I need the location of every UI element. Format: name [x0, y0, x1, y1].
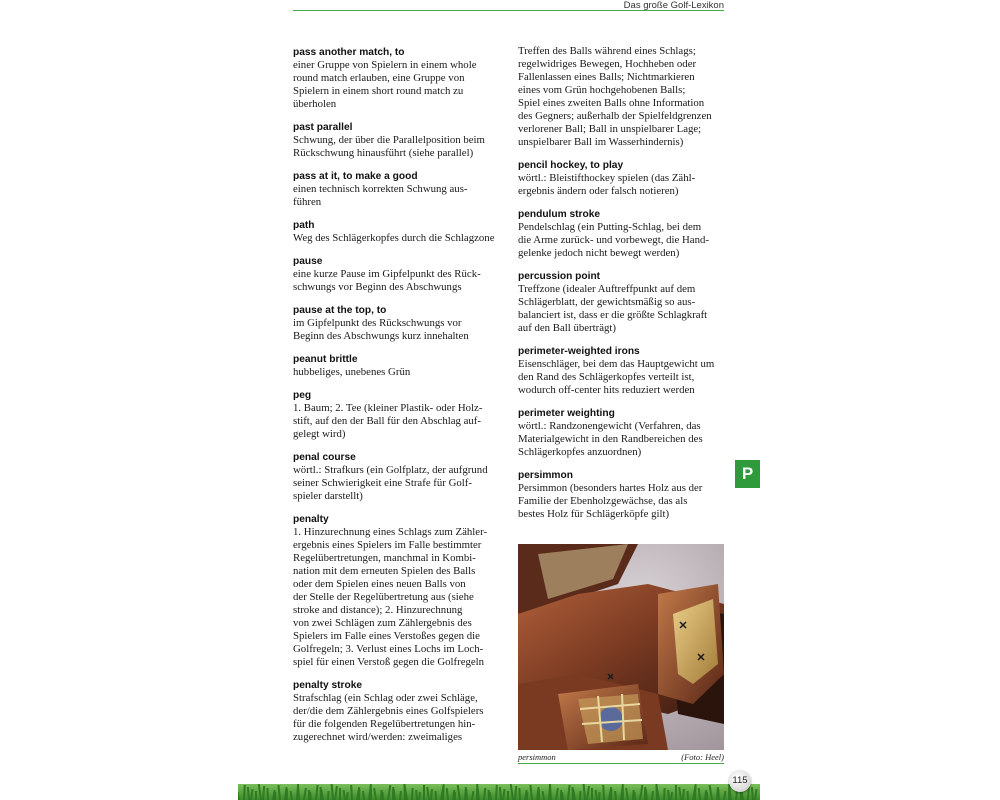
- definition-line: von zwei Schlägen zum Zählergebnis des: [293, 617, 472, 629]
- grass-blade: [471, 791, 474, 800]
- grass-blade: [274, 792, 276, 800]
- grass-blade: [507, 791, 509, 800]
- grass-blade: [411, 788, 414, 800]
- definition-line: Eisenschläger, bei dem das Hauptgewicht um: [518, 358, 715, 370]
- definition-line: Rückschwung hinausführt (siehe parallel): [293, 147, 474, 159]
- grass-blade: [754, 789, 758, 800]
- entry-term: peanut brittle: [293, 354, 358, 365]
- page-number-ball: 115: [729, 770, 751, 792]
- definition-line: der Stelle der Regelübertretung aus (siehe: [293, 591, 474, 603]
- section-letter-tab: P: [735, 460, 760, 488]
- entry-term: persimmon: [518, 470, 573, 481]
- definition-line: verlorener Ball; Ball in unspielbarer Lage;: [518, 123, 702, 135]
- definition-line: Treffzone (idealer Auftreffpunkt auf dem: [518, 283, 696, 295]
- grass-blade: [723, 791, 726, 800]
- grass-blade: [430, 789, 433, 800]
- definition-line: Schlägerkopfes anzuordnen): [518, 446, 642, 458]
- definition-line: Regelübertretungen, manchmal in Kombi-: [293, 552, 476, 564]
- definition-line: Schlägerblatt, der gewichtsmäßig so aus-: [518, 296, 696, 308]
- definition-line: hubbeliges, unebenes Grün: [293, 366, 411, 378]
- entry-definition: [518, 420, 728, 459]
- grass-blade: [442, 786, 444, 800]
- entry-term: pencil hockey, to play: [518, 160, 624, 171]
- grass-blade: [465, 789, 468, 800]
- glossary-entry: [293, 121, 503, 160]
- grass-blade: [579, 791, 581, 800]
- grass-blade: [694, 786, 696, 800]
- grass-blade: [393, 789, 396, 800]
- grass-blade: [698, 788, 701, 800]
- definition-line: Spielers im Falle eines Verstoßes gegen die: [293, 630, 480, 642]
- definition-line: round match erlauben, eine Gruppe von: [293, 72, 465, 84]
- definition-line: des Gegners; außerhalb der Spielfeldgrenzen: [518, 110, 712, 122]
- entry-definition: [293, 317, 503, 343]
- definition-line: Golfregeln; 3. Verlust eines Lochs im Loch-: [293, 643, 484, 655]
- entry-term: penalty: [293, 514, 329, 525]
- definition-line: Fallenlassen eines Balls; Nichtmarkieren: [518, 71, 695, 83]
- grass-blade: [633, 792, 636, 800]
- definition-line: spiel für einen Verstoß gegen die Golfregeln: [293, 656, 485, 668]
- entry-definition: [518, 221, 728, 260]
- grass-blade: [555, 788, 559, 800]
- entry-term: path: [293, 220, 315, 231]
- entry-definition: [518, 358, 728, 397]
- grass-blade: [651, 791, 654, 800]
- grass-blade: [518, 788, 521, 800]
- definition-line: spieler darstellt): [293, 490, 363, 502]
- grass-blade: [529, 785, 533, 800]
- entry-definition: [518, 172, 728, 198]
- grass-footer: [238, 784, 760, 800]
- grass-blade: [358, 789, 360, 800]
- definition-line: Spielern in einem short round match zu: [293, 85, 464, 97]
- definition-line: balanciert ist, dass er die größte Schlagkraft: [518, 309, 708, 321]
- glossary-entry: [518, 159, 728, 198]
- definition-line: eines vom Grün hochgehobenen Balls;: [518, 84, 686, 96]
- entry-term: pass another match, to: [293, 47, 405, 58]
- definition-line: Familie der Ebenholzgewächse, das als: [518, 495, 688, 507]
- grass-blade: [266, 788, 269, 800]
- glossary-entry: [518, 45, 728, 149]
- grass-blade: [381, 792, 384, 800]
- entry-term: penalty stroke: [293, 680, 363, 691]
- grass-blade: [502, 789, 506, 800]
- grass-blade: [435, 791, 437, 800]
- grass-blade: [709, 785, 713, 800]
- definition-line: die Arme zurück- und vorbewegt, die Hand-: [518, 234, 709, 246]
- grass-blade: [561, 792, 564, 800]
- grass-blade: [373, 788, 377, 800]
- glossary-entry: [293, 304, 503, 343]
- entry-definition: [518, 482, 728, 521]
- grass-blade: [454, 792, 456, 800]
- grass-blade: [303, 788, 307, 800]
- definition-line: einer Gruppe von Spielern in einem whole: [293, 59, 477, 71]
- definition-line: zugerechnet wird/werden: zweimaliges: [293, 731, 463, 743]
- grass-blade: [238, 792, 240, 800]
- definition-line: führen: [293, 196, 322, 208]
- entry-term: pendulum stroke: [518, 209, 601, 220]
- grass-blade: [591, 788, 593, 800]
- definition-line: regelwidriges Bewegen, Hochheben oder: [518, 58, 697, 70]
- grass-blade: [350, 785, 353, 800]
- definition-line: 1. Hinzurechnung eines Schlags zum Zähler-: [293, 526, 488, 538]
- grass-blade: [675, 785, 677, 800]
- grass-blade: [457, 785, 461, 800]
- grass-blade: [250, 789, 254, 800]
- definition-line: den Rand des Schlägerkopfes verteilt ist,: [518, 371, 695, 383]
- entry-term: pause at the top, to: [293, 305, 387, 316]
- grass-blade: [243, 785, 246, 800]
- definition-line: unspielbarer Ball im Wasserhindernis): [518, 136, 684, 148]
- grass-blade: [614, 791, 617, 800]
- definition-line: Pendelschlag (ein Putting-Schlag, bei dem: [518, 221, 702, 233]
- grass-blade: [586, 786, 590, 800]
- definition-line: ergebnis eines Spielers im Falle bestimmter: [293, 539, 482, 551]
- grass-blade: [495, 785, 498, 800]
- grass-blade: [706, 792, 708, 800]
- grass-blade: [483, 788, 486, 800]
- definition-line: Strafschlag (ein Schlag oder zwei Schläge,: [293, 692, 478, 704]
- grass-blade: [514, 786, 517, 800]
- grass-blade: [262, 786, 265, 800]
- entry-term: peg: [293, 390, 312, 401]
- right-column: [518, 46, 728, 531]
- grass-blade: [346, 792, 349, 800]
- glossary-entry: [293, 219, 503, 245]
- glossary-entry: [518, 407, 728, 459]
- definition-line: wörtl.: Strafkurs (ein Golfplatz, der aufgrund: [293, 464, 488, 476]
- grass-blade: [418, 792, 421, 800]
- glossary-entry: [518, 208, 728, 260]
- definition-line: bestes Holz für Schlägerköpfe gilt): [518, 508, 670, 520]
- definition-line: wörtl.: Randzonengewicht (Verfahren, das: [518, 420, 701, 432]
- grass-blade: [489, 792, 492, 800]
- grass-blade: [286, 789, 288, 800]
- grass-blade: [741, 792, 744, 800]
- caption-credit: (Foto: Heel): [681, 752, 724, 762]
- entry-definition: [293, 268, 503, 294]
- entry-definition: [293, 366, 503, 379]
- entry-term: pause: [293, 256, 323, 267]
- grass-blade: [687, 791, 689, 800]
- grass-blade: [682, 789, 685, 800]
- definition-line: Weg des Schlägerkopfes durch die Schlagzone: [293, 232, 495, 244]
- entry-definition: [518, 45, 728, 149]
- definition-line: im Gipfelpunkt des Rückschwungs vor: [293, 317, 462, 329]
- definition-line: Schwung, der über die Parallelposition beim: [293, 134, 485, 146]
- definition-line: oder dem Spielen eines neuen Balls von: [293, 578, 466, 590]
- grass-blade: [549, 786, 552, 800]
- grass-blade: [399, 791, 402, 800]
- glossary-entry: [293, 451, 503, 503]
- definition-line: gelegt wird): [293, 428, 346, 440]
- definition-line: eine kurze Pause im Gipfelpunkt des Rück-: [293, 268, 481, 280]
- grass-blade: [538, 789, 540, 800]
- entry-term: percussion point: [518, 271, 601, 282]
- glossary-entry: [293, 255, 503, 294]
- definition-line: für die folgenden Regelübertretungen hin-: [293, 718, 476, 730]
- grass-blade: [625, 788, 629, 800]
- left-column: [293, 46, 503, 754]
- grass-blade: [334, 786, 338, 800]
- definition-line: ergebnis ändern oder falsch notieren): [518, 185, 679, 197]
- glossary-entry: [293, 353, 503, 379]
- entry-definition: [518, 283, 728, 335]
- entry-term: past parallel: [293, 122, 353, 133]
- grass-blade: [446, 788, 449, 800]
- definition-line: auf den Ball überträgt): [518, 322, 617, 334]
- entry-term: perimeter-weighted irons: [518, 346, 640, 357]
- golf-club-heads-image: [518, 544, 724, 750]
- definition-line: Spiel eines zweiten Balls ohne Information: [518, 97, 705, 109]
- grass-blade: [476, 786, 480, 800]
- entry-definition: [293, 59, 503, 111]
- definition-line: Beginn des Abschwungs kurz innehalten: [293, 330, 469, 342]
- grass-blade: [542, 791, 545, 800]
- definition-line: Treffen des Balls während eines Schlags;: [518, 45, 696, 57]
- definition-line: einen technisch korrekten Schwung aus-: [293, 183, 468, 195]
- definition-line: wörtl.: Bleistifthockey spielen (das Zähl-: [518, 172, 696, 184]
- entry-definition: [293, 692, 503, 744]
- photo-caption: [518, 752, 724, 764]
- definition-line: nation mit dem erneuten Spielen des Balls: [293, 565, 476, 577]
- glossary-entry: [293, 389, 503, 441]
- grass-blade: [309, 792, 312, 800]
- glossary-entry: [518, 469, 728, 521]
- definition-line: stift, auf den der Ball für den Abschlag auf-: [293, 415, 481, 427]
- definition-line: Materialgewicht in den Randbereichen des: [518, 433, 703, 445]
- definition-line: wodurch off-center hits reduziert werden: [518, 384, 695, 396]
- grass-blade: [255, 791, 257, 800]
- glossary-entry: [293, 679, 503, 744]
- definition-line: stroke and distance); 2. Hinzurechnung: [293, 604, 463, 616]
- grass-blade: [277, 785, 281, 800]
- grass-blade: [622, 786, 624, 800]
- entry-definition: [293, 183, 503, 209]
- grass-blade: [387, 785, 391, 800]
- glossary-entry: [293, 170, 503, 209]
- definition-line: 1. Baum; 2. Tee (kleiner Plastik- oder Holz-: [293, 402, 483, 414]
- grass-blade: [717, 789, 720, 800]
- definition-line: seiner Schwierigkeit eine Strafe für Golf-: [293, 477, 472, 489]
- definition-line: Persimmon (besonders hartes Holz aus der: [518, 482, 703, 494]
- entry-term: penal course: [293, 452, 356, 463]
- grass-blade: [526, 792, 528, 800]
- grass-blade: [315, 785, 319, 800]
- grass-blade: [639, 785, 643, 800]
- grass-blade: [598, 792, 601, 800]
- caption-label: persimmon: [518, 752, 556, 762]
- glossary-entry: [293, 513, 503, 669]
- entry-term: perimeter weighting: [518, 408, 615, 419]
- grass-blade: [602, 785, 605, 800]
- grass-blade: [645, 789, 648, 800]
- grass-blade: [670, 792, 673, 800]
- definition-line: der/die dem Zählergebnis eines Golfspielers: [293, 705, 484, 717]
- grass-blade: [423, 785, 425, 800]
- grass-blade: [297, 786, 300, 800]
- grass-blade: [327, 791, 329, 800]
- definition-line: schwungs vor Beginn des Abschwungs: [293, 281, 462, 293]
- running-header: Das große Golf-Lexikon: [623, 0, 724, 11]
- persimmon-photo: [518, 544, 724, 750]
- glossary-entry: [293, 46, 503, 111]
- grass-blade: [370, 786, 372, 800]
- grass-blade: [290, 791, 293, 800]
- glossary-entry: [518, 270, 728, 335]
- entry-definition: [293, 134, 503, 160]
- grass-blade: [610, 789, 612, 800]
- definition-line: überholen: [293, 98, 337, 110]
- entry-definition: [293, 526, 503, 669]
- entry-term: pass at it, to make a good: [293, 171, 418, 182]
- grass-blade: [663, 788, 666, 800]
- grass-blade: [339, 788, 341, 800]
- entry-definition: [293, 402, 503, 441]
- grass-blade: [567, 785, 571, 800]
- entry-definition: [293, 232, 503, 245]
- glossary-entry: [518, 345, 728, 397]
- entry-definition: [293, 464, 503, 503]
- definition-line: gelenke jedoch nicht bewegt werden): [518, 247, 680, 259]
- grass-blade: [362, 791, 365, 800]
